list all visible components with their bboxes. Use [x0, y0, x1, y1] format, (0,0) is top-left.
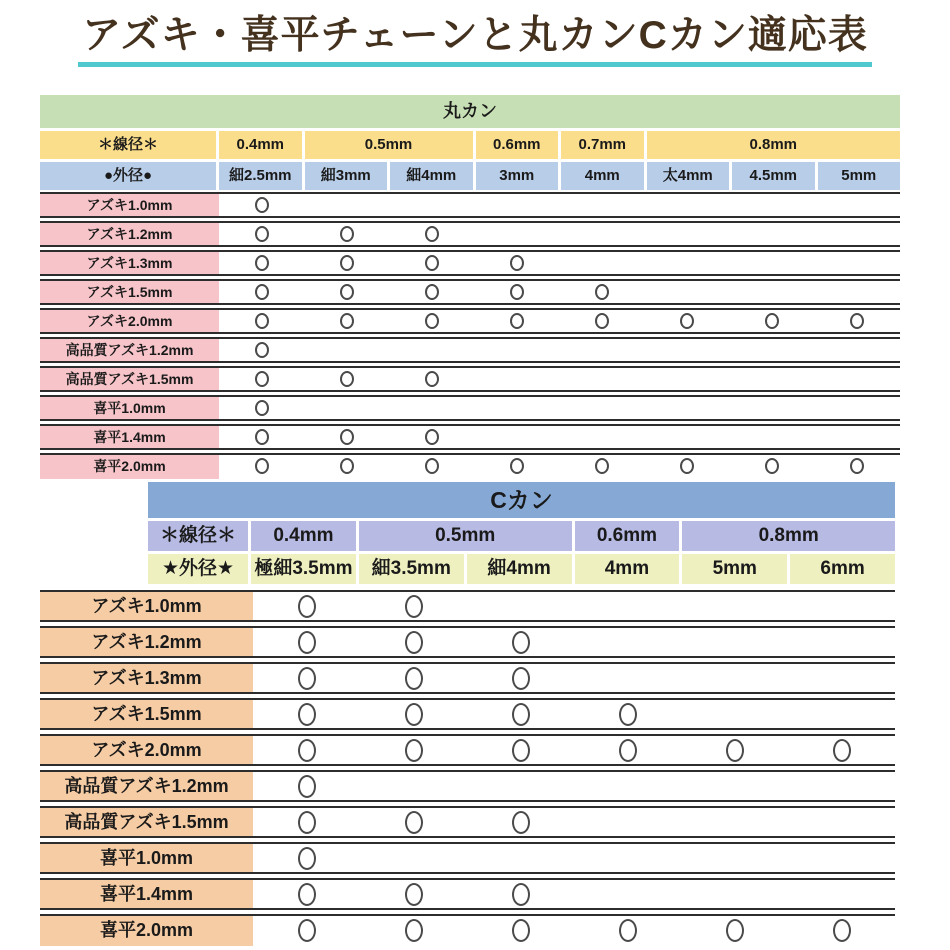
- mark-cell: [219, 252, 304, 274]
- empty-cell: [474, 339, 559, 361]
- empty-cell: [681, 628, 788, 656]
- mark-cell: [219, 368, 304, 390]
- wire-size-cell: 0.6mm: [476, 131, 559, 159]
- circle-mark-icon: [255, 284, 269, 300]
- mark-cell: [645, 455, 730, 479]
- mark-cell: [389, 310, 474, 332]
- table-row: [40, 250, 900, 276]
- od-size-cell: 5mm: [818, 162, 901, 190]
- circle-mark-icon: [405, 595, 423, 618]
- mark-cell: [730, 310, 815, 332]
- table-row: [40, 590, 895, 622]
- circle-mark-icon: [405, 919, 423, 942]
- mark-cell: [253, 772, 360, 800]
- circle-mark-icon: [405, 631, 423, 654]
- circle-mark-icon: [405, 667, 423, 690]
- circle-mark-icon: [340, 371, 354, 387]
- mark-cell: [253, 880, 360, 908]
- circle-mark-icon: [425, 429, 439, 445]
- circle-mark-icon: [512, 631, 530, 654]
- empty-cell: [645, 194, 730, 216]
- mark-cell: [467, 628, 574, 656]
- empty-cell: [560, 223, 645, 245]
- mark-cell: [389, 223, 474, 245]
- circle-mark-icon: [298, 883, 316, 906]
- table-title: 丸カン: [40, 95, 900, 128]
- empty-cell: [560, 252, 645, 274]
- empty-cell: [730, 397, 815, 419]
- empty-cell: [681, 808, 788, 836]
- mark-cell: [560, 281, 645, 303]
- mark-cell: [253, 592, 360, 620]
- empty-cell: [574, 664, 681, 692]
- outer-diameter-row: [148, 554, 895, 584]
- mark-cell: [467, 880, 574, 908]
- row-label: 高品質アズキ1.5mm: [40, 808, 253, 836]
- circle-mark-icon: [298, 595, 316, 618]
- wire-size-cell: 0.5mm: [359, 521, 572, 551]
- table-row: [40, 734, 895, 766]
- empty-cell: [681, 844, 788, 872]
- empty-cell: [574, 844, 681, 872]
- empty-cell: [815, 252, 900, 274]
- empty-cell: [304, 397, 389, 419]
- empty-cell: [304, 339, 389, 361]
- circle-mark-icon: [425, 371, 439, 387]
- mark-cell: [360, 592, 467, 620]
- mark-cell: [360, 736, 467, 764]
- mark-cell: [253, 700, 360, 728]
- od-size-cell: 細4mm: [390, 162, 473, 190]
- circle-mark-icon: [255, 458, 269, 474]
- circle-mark-icon: [340, 429, 354, 445]
- empty-cell: [560, 194, 645, 216]
- circle-mark-icon: [510, 255, 524, 271]
- wire-size-cell: 0.4mm: [251, 521, 356, 551]
- circle-mark-icon: [619, 739, 637, 762]
- empty-cell: [360, 772, 467, 800]
- row-label: アズキ2.0mm: [40, 310, 219, 332]
- mark-cell: [560, 455, 645, 479]
- mark-cell: [389, 252, 474, 274]
- row-label: 喜平2.0mm: [40, 916, 253, 946]
- mark-cell: [467, 736, 574, 764]
- mark-cell: [360, 700, 467, 728]
- mark-cell: [219, 455, 304, 479]
- empty-cell: [788, 628, 895, 656]
- empty-cell: [304, 194, 389, 216]
- empty-cell: [730, 252, 815, 274]
- circle-mark-icon: [405, 883, 423, 906]
- mark-cell: [389, 368, 474, 390]
- empty-cell: [788, 700, 895, 728]
- mark-cell: [360, 664, 467, 692]
- table-row: [40, 806, 895, 838]
- circle-mark-icon: [298, 775, 316, 798]
- circle-mark-icon: [425, 313, 439, 329]
- empty-cell: [730, 368, 815, 390]
- table-row: [40, 192, 900, 218]
- table-row: [40, 698, 895, 730]
- mark-cell: [219, 194, 304, 216]
- empty-cell: [645, 339, 730, 361]
- wire-size-cell: 0.8mm: [647, 131, 901, 159]
- empty-cell: [574, 808, 681, 836]
- table-row: [40, 662, 895, 694]
- empty-cell: [389, 397, 474, 419]
- od-size-cell: 細3mm: [305, 162, 388, 190]
- wire-size-cell: 0.7mm: [561, 131, 644, 159]
- empty-cell: [389, 194, 474, 216]
- empty-cell: [788, 808, 895, 836]
- mark-cell: [467, 700, 574, 728]
- table-row: [40, 453, 900, 479]
- row-label: アズキ1.0mm: [40, 194, 219, 216]
- circle-mark-icon: [298, 667, 316, 690]
- empty-cell: [645, 252, 730, 274]
- circle-mark-icon: [680, 313, 694, 329]
- empty-cell: [574, 772, 681, 800]
- circle-mark-icon: [850, 313, 864, 329]
- mark-cell: [253, 736, 360, 764]
- empty-cell: [645, 223, 730, 245]
- outer-diameter-label: ★外径★: [148, 554, 248, 584]
- circle-mark-icon: [425, 255, 439, 271]
- circle-mark-icon: [765, 458, 779, 474]
- empty-cell: [815, 339, 900, 361]
- mark-cell: [253, 664, 360, 692]
- circle-mark-icon: [255, 400, 269, 416]
- mark-cell: [788, 736, 895, 764]
- row-label: アズキ1.2mm: [40, 628, 253, 656]
- circle-mark-icon: [255, 255, 269, 271]
- od-size-cell: 細4mm: [467, 554, 572, 584]
- mark-cell: [360, 880, 467, 908]
- mark-cell: [304, 426, 389, 448]
- mark-cell: [304, 223, 389, 245]
- wire-diameter-row: [40, 131, 900, 159]
- od-size-cell: 3mm: [476, 162, 559, 190]
- empty-cell: [389, 339, 474, 361]
- empty-cell: [730, 194, 815, 216]
- marukan-table-header: [40, 95, 900, 192]
- mark-cell: [474, 455, 559, 479]
- table-row: [40, 221, 900, 247]
- mark-cell: [574, 700, 681, 728]
- table-row: [40, 337, 900, 363]
- circle-mark-icon: [298, 919, 316, 942]
- table-row: [40, 770, 895, 802]
- empty-cell: [681, 772, 788, 800]
- ckan-table-rows: [40, 590, 895, 950]
- table-row: [40, 366, 900, 392]
- circle-mark-icon: [512, 703, 530, 726]
- mark-cell: [360, 808, 467, 836]
- row-label: アズキ1.0mm: [40, 592, 253, 620]
- mark-cell: [389, 426, 474, 448]
- row-label: 喜平2.0mm: [40, 455, 219, 479]
- circle-mark-icon: [510, 313, 524, 329]
- empty-cell: [560, 397, 645, 419]
- mark-cell: [815, 310, 900, 332]
- mark-cell: [253, 808, 360, 836]
- empty-cell: [815, 281, 900, 303]
- mark-cell: [730, 455, 815, 479]
- mark-cell: [467, 808, 574, 836]
- od-size-cell: 4mm: [561, 162, 644, 190]
- circle-mark-icon: [255, 226, 269, 242]
- od-size-cell: 太4mm: [647, 162, 730, 190]
- wire-diameter-label: ＊線径＊: [40, 131, 216, 159]
- wire-diameter-label: ＊線径＊: [148, 521, 248, 551]
- mark-cell: [574, 916, 681, 946]
- mark-cell: [788, 916, 895, 946]
- row-label: 喜平1.0mm: [40, 844, 253, 872]
- circle-mark-icon: [765, 313, 779, 329]
- row-label: アズキ1.5mm: [40, 700, 253, 728]
- od-size-cell: 6mm: [790, 554, 895, 584]
- empty-cell: [815, 223, 900, 245]
- circle-mark-icon: [405, 739, 423, 762]
- empty-cell: [681, 880, 788, 908]
- circle-mark-icon: [512, 919, 530, 942]
- mark-cell: [815, 455, 900, 479]
- mark-cell: [360, 916, 467, 946]
- circle-mark-icon: [405, 811, 423, 834]
- circle-mark-icon: [619, 703, 637, 726]
- circle-mark-icon: [425, 226, 439, 242]
- circle-mark-icon: [298, 847, 316, 870]
- row-label: 高品質アズキ1.5mm: [40, 368, 219, 390]
- empty-cell: [574, 592, 681, 620]
- mark-cell: [219, 310, 304, 332]
- row-label: アズキ1.2mm: [40, 223, 219, 245]
- circle-mark-icon: [255, 342, 269, 358]
- row-label: 喜平1.0mm: [40, 397, 219, 419]
- circle-mark-icon: [680, 458, 694, 474]
- empty-cell: [360, 844, 467, 872]
- mark-cell: [474, 310, 559, 332]
- empty-cell: [645, 368, 730, 390]
- empty-cell: [730, 339, 815, 361]
- circle-mark-icon: [512, 883, 530, 906]
- empty-cell: [681, 664, 788, 692]
- empty-cell: [467, 772, 574, 800]
- empty-cell: [788, 772, 895, 800]
- circle-mark-icon: [726, 919, 744, 942]
- od-size-cell: 5mm: [682, 554, 787, 584]
- table-row: [40, 914, 895, 946]
- circle-mark-icon: [298, 631, 316, 654]
- empty-cell: [645, 397, 730, 419]
- mark-cell: [219, 281, 304, 303]
- circle-mark-icon: [340, 284, 354, 300]
- empty-cell: [474, 368, 559, 390]
- empty-cell: [788, 664, 895, 692]
- row-label: 喜平1.4mm: [40, 426, 219, 448]
- mark-cell: [681, 916, 788, 946]
- empty-cell: [681, 700, 788, 728]
- mark-cell: [574, 736, 681, 764]
- title-area: [0, 0, 950, 67]
- circle-mark-icon: [510, 458, 524, 474]
- circle-mark-icon: [340, 226, 354, 242]
- row-label: アズキ1.5mm: [40, 281, 219, 303]
- mark-cell: [681, 736, 788, 764]
- table-row: [40, 878, 895, 910]
- mark-cell: [304, 368, 389, 390]
- mark-cell: [219, 223, 304, 245]
- wire-size-cell: 0.4mm: [219, 131, 302, 159]
- od-size-cell: 極細3.5mm: [251, 554, 356, 584]
- empty-cell: [474, 426, 559, 448]
- row-label: 高品質アズキ1.2mm: [40, 339, 219, 361]
- empty-cell: [788, 592, 895, 620]
- empty-cell: [815, 397, 900, 419]
- empty-cell: [645, 281, 730, 303]
- circle-mark-icon: [595, 284, 609, 300]
- circle-mark-icon: [512, 739, 530, 762]
- circle-mark-icon: [405, 703, 423, 726]
- od-size-cell: 4.5mm: [732, 162, 815, 190]
- empty-cell: [788, 880, 895, 908]
- mark-cell: [467, 916, 574, 946]
- row-label: アズキ1.3mm: [40, 252, 219, 274]
- mark-cell: [467, 664, 574, 692]
- mark-cell: [219, 339, 304, 361]
- circle-mark-icon: [512, 811, 530, 834]
- ckan-table-header: [148, 482, 895, 587]
- wire-size-cell: 0.8mm: [682, 521, 895, 551]
- mark-cell: [219, 426, 304, 448]
- table-row: [40, 842, 895, 874]
- mark-cell: [560, 310, 645, 332]
- empty-cell: [560, 339, 645, 361]
- empty-cell: [574, 880, 681, 908]
- circle-mark-icon: [298, 703, 316, 726]
- od-size-cell: 細3.5mm: [359, 554, 464, 584]
- mark-cell: [645, 310, 730, 332]
- circle-mark-icon: [619, 919, 637, 942]
- mark-cell: [253, 916, 360, 946]
- circle-mark-icon: [726, 739, 744, 762]
- row-label: アズキ2.0mm: [40, 736, 253, 764]
- circle-mark-icon: [833, 919, 851, 942]
- empty-cell: [645, 426, 730, 448]
- empty-cell: [815, 194, 900, 216]
- circle-mark-icon: [298, 811, 316, 834]
- empty-cell: [474, 194, 559, 216]
- circle-mark-icon: [340, 255, 354, 271]
- table-row: [40, 626, 895, 658]
- empty-cell: [474, 397, 559, 419]
- mark-cell: [253, 628, 360, 656]
- od-size-cell: 細2.5mm: [219, 162, 302, 190]
- empty-cell: [560, 368, 645, 390]
- mark-cell: [219, 397, 304, 419]
- wire-size-cell: 0.6mm: [575, 521, 680, 551]
- empty-cell: [467, 844, 574, 872]
- od-size-cell: 4mm: [575, 554, 680, 584]
- circle-mark-icon: [510, 284, 524, 300]
- empty-cell: [815, 368, 900, 390]
- mark-cell: [474, 281, 559, 303]
- mark-cell: [253, 844, 360, 872]
- empty-cell: [815, 426, 900, 448]
- row-label: 高品質アズキ1.2mm: [40, 772, 253, 800]
- table-row: [40, 395, 900, 421]
- wire-diameter-row: [148, 521, 895, 551]
- empty-cell: [574, 628, 681, 656]
- outer-diameter-row: [40, 162, 900, 190]
- circle-mark-icon: [255, 313, 269, 329]
- empty-cell: [474, 223, 559, 245]
- empty-cell: [467, 592, 574, 620]
- table-row: [40, 424, 900, 450]
- page-title: アズキ・喜平チェーンと丸カンCカン適応表: [78, 14, 872, 67]
- circle-mark-icon: [595, 313, 609, 329]
- circle-mark-icon: [298, 739, 316, 762]
- mark-cell: [304, 455, 389, 479]
- mark-cell: [360, 628, 467, 656]
- table-row: [40, 279, 900, 305]
- empty-cell: [730, 223, 815, 245]
- mark-cell: [304, 310, 389, 332]
- empty-cell: [730, 426, 815, 448]
- row-label: アズキ1.3mm: [40, 664, 253, 692]
- circle-mark-icon: [340, 458, 354, 474]
- circle-mark-icon: [255, 429, 269, 445]
- mark-cell: [389, 281, 474, 303]
- empty-cell: [788, 844, 895, 872]
- mark-cell: [304, 252, 389, 274]
- circle-mark-icon: [512, 667, 530, 690]
- table-title: Cカン: [148, 482, 895, 518]
- circle-mark-icon: [833, 739, 851, 762]
- outer-diameter-label: ●外径●: [40, 162, 216, 190]
- empty-cell: [730, 281, 815, 303]
- circle-mark-icon: [255, 197, 269, 213]
- mark-cell: [474, 252, 559, 274]
- table-row: [40, 308, 900, 334]
- marukan-table-rows: [40, 192, 900, 482]
- circle-mark-icon: [850, 458, 864, 474]
- circle-mark-icon: [595, 458, 609, 474]
- mark-cell: [304, 281, 389, 303]
- circle-mark-icon: [425, 284, 439, 300]
- empty-cell: [681, 592, 788, 620]
- row-label: 喜平1.4mm: [40, 880, 253, 908]
- wire-size-cell: 0.5mm: [305, 131, 473, 159]
- mark-cell: [389, 455, 474, 479]
- circle-mark-icon: [425, 458, 439, 474]
- circle-mark-icon: [340, 313, 354, 329]
- empty-cell: [560, 426, 645, 448]
- circle-mark-icon: [255, 371, 269, 387]
